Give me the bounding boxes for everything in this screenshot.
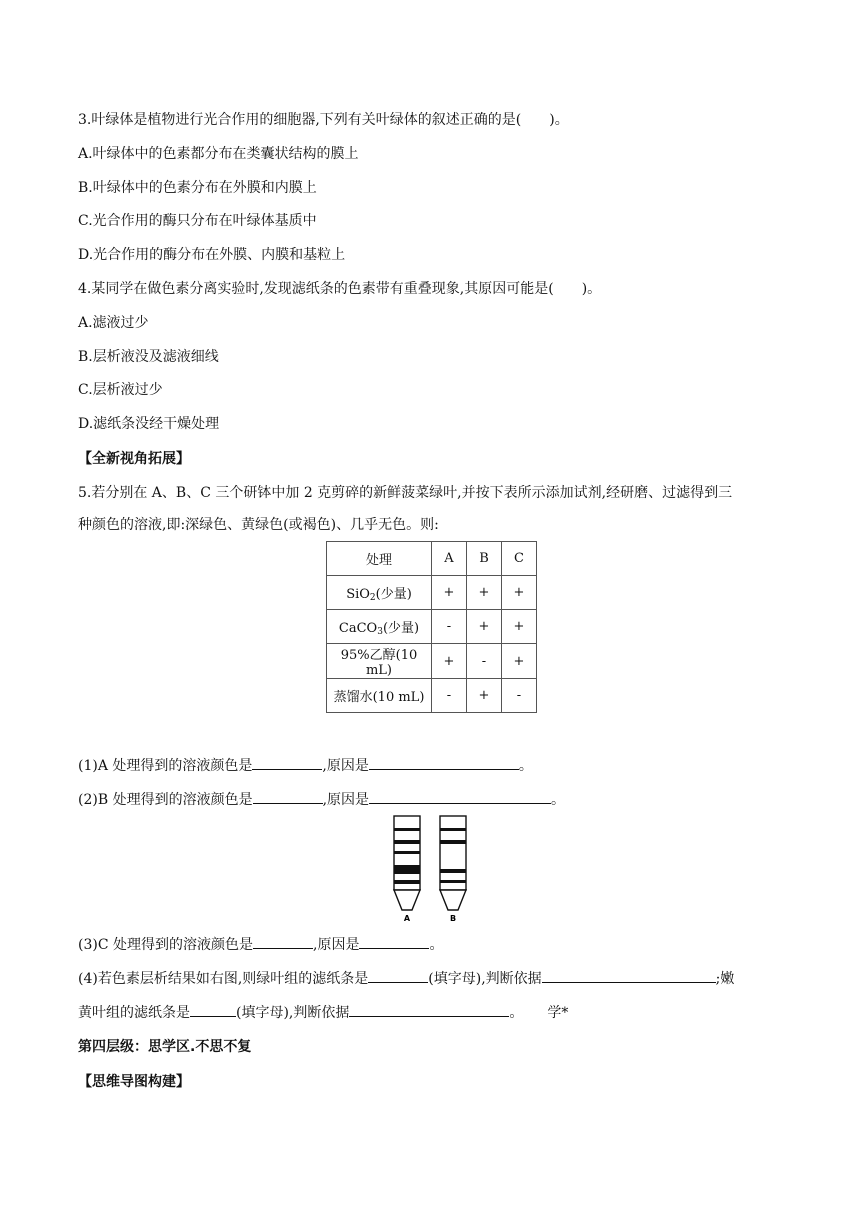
q5-sub4-line1: (4)若色素层析结果如右图,则绿叶组的滤纸条是 (填字母),判断依据 ;嫩	[78, 968, 734, 989]
row-label: 蒸馏水(10 mL)	[327, 679, 432, 713]
q5-sub1: (1)A 处理得到的溶液颜色是 ,原因是 。	[78, 755, 533, 776]
table-cell: -	[502, 679, 537, 713]
table-header-cell: C	[502, 542, 537, 576]
table-cell: +	[502, 610, 537, 644]
table-cell: +	[502, 644, 537, 679]
q5-sub3: (3)C 处理得到的溶液颜色是 ,原因是 。	[78, 934, 443, 955]
answer-blank[interactable]	[368, 968, 428, 983]
watermark-text: 学*	[547, 1005, 569, 1021]
strip-a-label: A	[403, 914, 411, 923]
q4-stem: 4.某同学在做色素分离实验时,发现滤纸条的色素带有重叠现象,其原因可能是( )。	[78, 281, 602, 297]
q3-option-d: D.光合作用的酶分布在外膜、内膜和基粒上	[78, 247, 346, 263]
q3-option-b: B.叶绿体中的色素分布在外膜和内膜上	[78, 180, 317, 196]
answer-blank[interactable]	[359, 934, 429, 949]
row-label: 95%乙醇(10 mL)	[327, 644, 432, 679]
strip-b-label: B	[449, 914, 457, 923]
table-header-cell: B	[467, 542, 502, 576]
answer-blank[interactable]	[252, 755, 322, 770]
table-cell: -	[432, 610, 467, 644]
section-heading-extend: 【全新视角拓展】	[78, 451, 190, 467]
level4-title: 第四层级：思学区.不思不复	[78, 1039, 252, 1055]
table-cell: -	[432, 679, 467, 713]
table-cell: +	[467, 679, 502, 713]
chromatography-strips-figure	[390, 814, 470, 924]
q4-option-d: D.滤纸条没经干燥处理	[78, 416, 220, 432]
answer-blank[interactable]	[190, 1002, 236, 1017]
table-header-cell: 处理	[327, 542, 432, 576]
q5-stem-line1: 5.若分别在 A、B、C 三个研钵中加 2 克剪碎的新鲜菠菜绿叶,并按下表所示添加试剂,经研磨、过滤得到三	[78, 485, 733, 501]
row-label: SiO$_2$(少量)	[327, 576, 432, 610]
table-cell: +	[467, 610, 502, 644]
reagent-table	[326, 541, 537, 713]
table-cell: +	[467, 576, 502, 610]
row-label: CaCO$_3$(少量)	[327, 610, 432, 644]
table-row	[327, 679, 537, 713]
answer-blank[interactable]	[542, 968, 716, 983]
answer-blank[interactable]	[369, 755, 519, 770]
strip-a	[394, 816, 420, 910]
table-cell: +	[432, 644, 467, 679]
table-row	[327, 610, 537, 644]
q5-sub2: (2)B 处理得到的溶液颜色是 ,原因是 。	[78, 789, 565, 810]
table-row	[327, 576, 537, 610]
section-heading-mindmap: 【思维导图构建】	[78, 1074, 190, 1090]
q5-stem-line2: 种颜色的溶液,即:深绿色、黄绿色(或褐色)、几乎无色。则:	[78, 517, 439, 533]
q3-option-a: A.叶绿体中的色素都分布在类囊状结构的膜上	[78, 146, 359, 162]
table-row	[327, 644, 537, 679]
table-cell: -	[467, 644, 502, 679]
q4-option-c: C.层析液过少	[78, 382, 163, 398]
answer-blank[interactable]	[253, 789, 323, 804]
table-cell: +	[502, 576, 537, 610]
q5-sub4-line2: 黄叶组的滤纸条是 (填字母),判断依据 。 学*	[78, 1002, 568, 1023]
table-header-row	[327, 542, 537, 576]
answer-blank[interactable]	[253, 934, 313, 949]
q4-option-b: B.层析液没及滤液细线	[78, 349, 219, 365]
table-header-cell: A	[432, 542, 467, 576]
q3-option-c: C.光合作用的酶只分布在叶绿体基质中	[78, 213, 317, 229]
answer-blank[interactable]	[369, 789, 551, 804]
answer-blank[interactable]	[349, 1002, 509, 1017]
q4-option-a: A.滤液过少	[78, 315, 149, 331]
q3-stem: 3.叶绿体是植物进行光合作用的细胞器,下列有关叶绿体的叙述正确的是( )。	[78, 112, 569, 128]
table-cell: +	[432, 576, 467, 610]
strip-b	[440, 816, 466, 910]
